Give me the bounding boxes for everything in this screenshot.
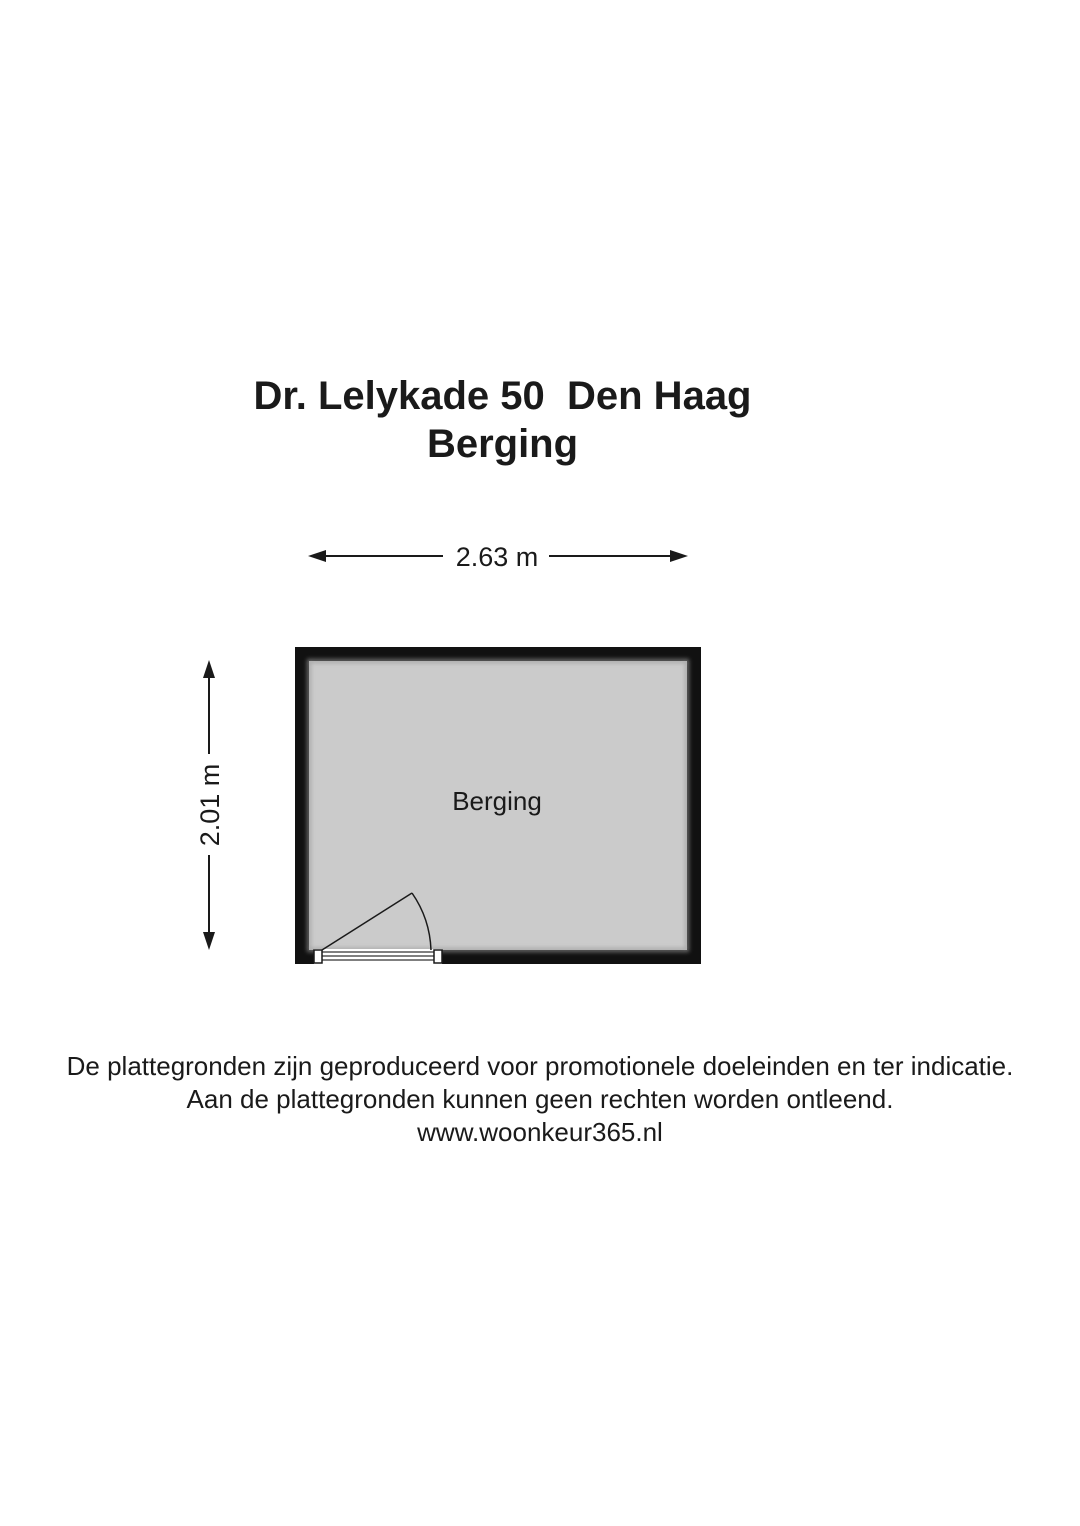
disclaimer-line: Aan de plattegronden kunnen geen rechten worden ontleend. xyxy=(186,1084,894,1114)
width-dimension xyxy=(308,542,688,572)
room-berging xyxy=(295,647,701,964)
room-label: Berging xyxy=(452,786,542,816)
width-dimension-label: 2.63 m xyxy=(455,542,539,572)
arrow-right-icon xyxy=(670,550,688,562)
disclaimer-line: De plattegronden zijn geproduceerd voor promotionele doeleinden en ter indicatie. xyxy=(66,1051,1014,1081)
arrow-left-icon xyxy=(308,550,326,562)
depth-dimension-label: 2.01 m xyxy=(195,763,225,847)
arrow-down-icon xyxy=(203,932,215,950)
disclaimer xyxy=(0,1050,1080,1149)
door-jamb-right xyxy=(434,950,442,963)
door-jamb-left xyxy=(314,950,322,963)
website-link[interactable]: www.woonkeur365.nl xyxy=(417,1117,663,1147)
depth-dimension xyxy=(195,660,225,950)
floor-title: Berging xyxy=(426,422,579,466)
arrow-up-icon xyxy=(203,660,215,678)
address-title: Dr. Lelykade 50 Den Haag xyxy=(253,374,752,418)
